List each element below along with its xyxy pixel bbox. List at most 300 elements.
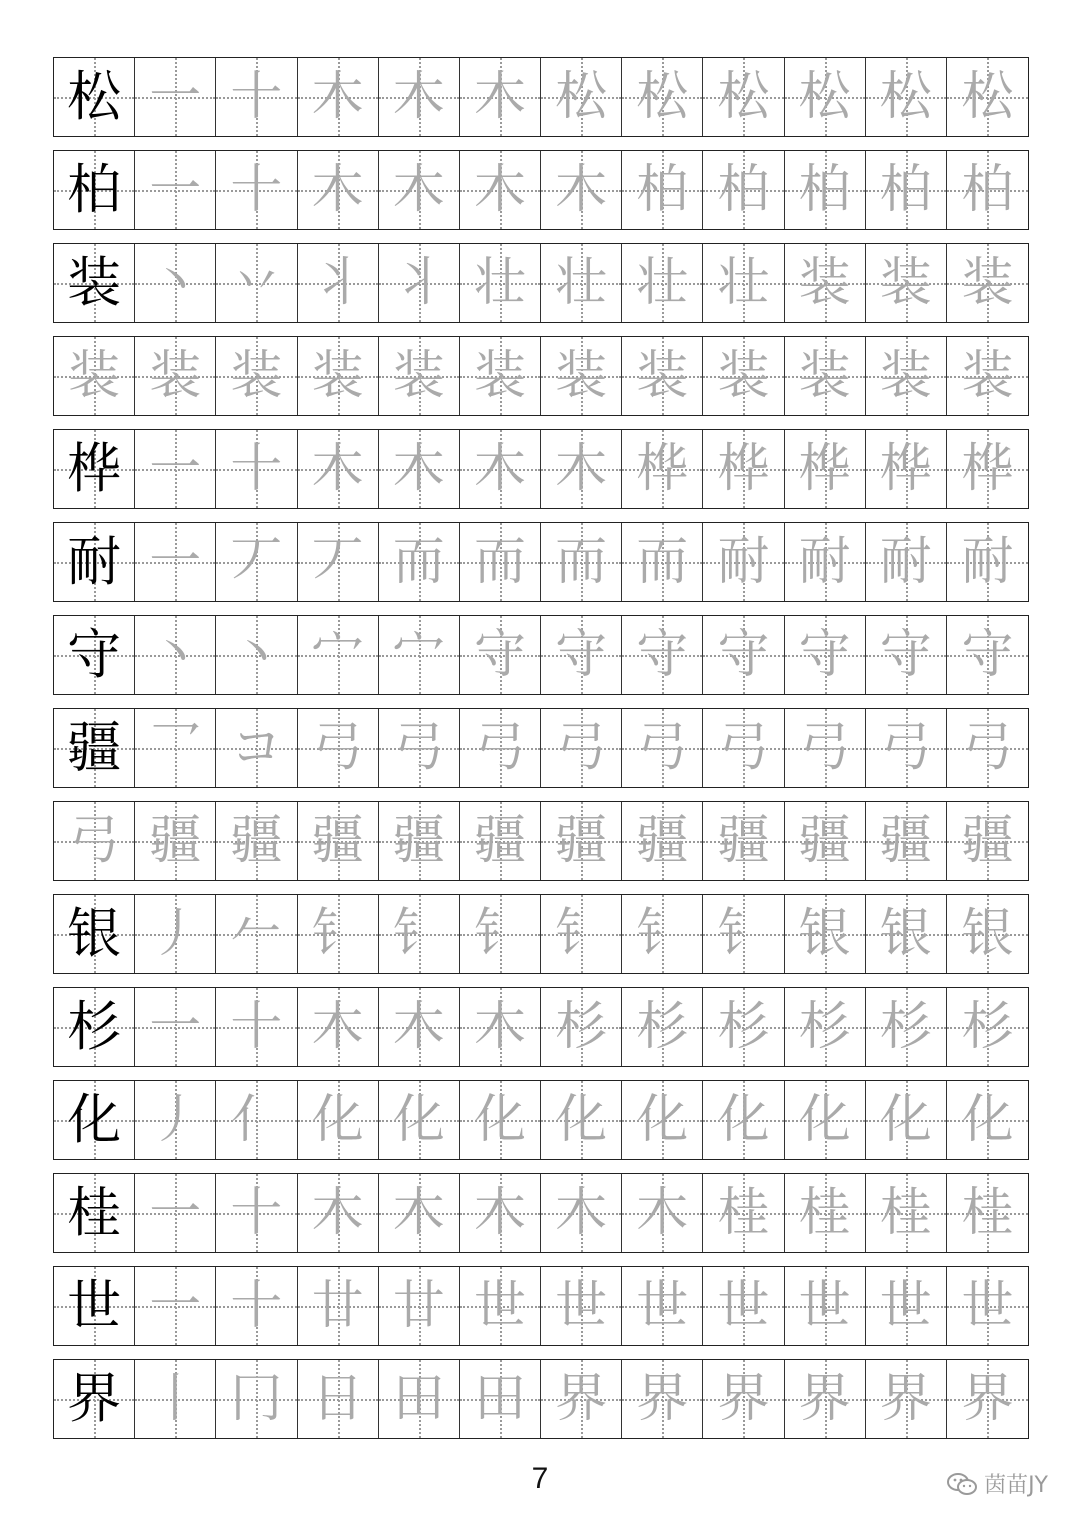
grid-cell [866, 1081, 947, 1159]
grid-cell [379, 430, 460, 508]
grid-cell [947, 1174, 1028, 1252]
trace-character: 疆 [392, 811, 445, 871]
grid-cell [135, 1360, 216, 1438]
trace-character: 界 [879, 1369, 932, 1429]
trace-character: 松 [717, 67, 770, 127]
model-character: 柏 [67, 158, 122, 221]
trace-character: 弓 [636, 718, 689, 778]
trace-character: 柏 [879, 160, 932, 220]
trace-character: 桦 [636, 439, 689, 499]
trace-character: 守 [798, 625, 851, 685]
trace-character: 木 [311, 997, 364, 1057]
trace-character: 钅 [717, 904, 770, 964]
trace-character: 疆 [717, 811, 770, 871]
grid-cell [947, 895, 1028, 973]
trace-character: 桦 [961, 439, 1014, 499]
grid-cell [703, 1081, 784, 1159]
grid-cell [298, 1267, 379, 1345]
grid-cell [622, 337, 703, 415]
trace-character: 壮 [473, 253, 526, 313]
grid-cell [298, 895, 379, 973]
grid-cell [460, 244, 541, 322]
grid-cell [541, 616, 622, 694]
trace-character: 界 [555, 1369, 608, 1429]
trace-character: 弓 [68, 811, 121, 871]
trace-character: 化 [311, 1090, 364, 1150]
grid-cell [54, 1360, 135, 1438]
trace-character: 松 [961, 67, 1014, 127]
trace-character: 界 [636, 1369, 689, 1429]
trace-character: 世 [473, 1276, 526, 1336]
practice-row [53, 1080, 1029, 1160]
grid-cell [622, 988, 703, 1066]
grid-cell [54, 1267, 135, 1345]
grid-cell [541, 151, 622, 229]
trace-character: 装 [473, 346, 526, 406]
trace-character: 装 [392, 346, 445, 406]
grid-cell [866, 709, 947, 787]
trace-character: 桂 [961, 1183, 1014, 1243]
grid-cell [216, 709, 297, 787]
trace-character: 杉 [879, 997, 932, 1057]
grid-cell [947, 430, 1028, 508]
grid-cell [135, 988, 216, 1066]
grid-cell [866, 58, 947, 136]
trace-character: 化 [879, 1090, 932, 1150]
trace-character: 世 [961, 1276, 1014, 1336]
grid-cell [54, 523, 135, 601]
trace-character: 壮 [717, 253, 770, 313]
grid-cell [54, 1081, 135, 1159]
grid-cell [541, 1360, 622, 1438]
grid-cell [866, 151, 947, 229]
grid-cell [785, 988, 866, 1066]
trace-character: 耐 [961, 532, 1014, 592]
trace-character: 丿 [149, 1090, 202, 1150]
grid-cell [135, 802, 216, 880]
trace-character: 世 [717, 1276, 770, 1336]
trace-character: 十 [230, 160, 283, 220]
grid-cell [298, 58, 379, 136]
model-character: 桂 [67, 1181, 122, 1244]
trace-character: 杉 [555, 997, 608, 1057]
trace-character: 化 [473, 1090, 526, 1150]
grid-cell [54, 337, 135, 415]
practice-row [53, 1173, 1029, 1253]
practice-row [53, 150, 1029, 230]
grid-cell [298, 523, 379, 601]
grid-cell [460, 430, 541, 508]
grid-cell [460, 151, 541, 229]
grid-cell [135, 430, 216, 508]
grid-cell [216, 616, 297, 694]
trace-character: 丨 [149, 1369, 202, 1429]
trace-character: 钅 [473, 904, 526, 964]
trace-character: 而 [473, 532, 526, 592]
grid-cell [947, 151, 1028, 229]
grid-cell [460, 895, 541, 973]
grid-cell [135, 244, 216, 322]
grid-cell [703, 988, 784, 1066]
trace-character: 丬 [392, 253, 445, 313]
grid-cell [541, 244, 622, 322]
grid-cell [216, 895, 297, 973]
grid-cell [54, 802, 135, 880]
trace-character: 钅 [311, 904, 364, 964]
trace-character: 弓 [311, 718, 364, 778]
grid-cell [785, 430, 866, 508]
trace-character: 木 [555, 439, 608, 499]
trace-character: 装 [717, 346, 770, 406]
grid-cell [135, 895, 216, 973]
trace-character: 装 [961, 346, 1014, 406]
grid-cell [460, 1267, 541, 1345]
trace-character: 杉 [636, 997, 689, 1057]
trace-character: 松 [636, 67, 689, 127]
grid-cell [866, 1360, 947, 1438]
grid-cell [785, 802, 866, 880]
grid-cell [460, 1174, 541, 1252]
grid-cell [622, 1081, 703, 1159]
grid-cell [866, 1174, 947, 1252]
grid-cell [866, 1267, 947, 1345]
grid-cell [216, 337, 297, 415]
watermark [946, 1468, 1048, 1499]
grid-cell [541, 58, 622, 136]
trace-character: 弓 [555, 718, 608, 778]
trace-character: 田 [473, 1369, 526, 1429]
grid-cell [541, 1267, 622, 1345]
trace-character: 桂 [717, 1183, 770, 1243]
trace-character: 𠂉 [230, 904, 283, 964]
trace-character: 杉 [961, 997, 1014, 1057]
trace-character: 一 [149, 67, 202, 127]
grid-cell [379, 1360, 460, 1438]
trace-character: 化 [798, 1090, 851, 1150]
trace-character: 而 [555, 532, 608, 592]
trace-character: 而 [392, 532, 445, 592]
grid-cell [947, 1081, 1028, 1159]
trace-character: 弓 [392, 718, 445, 778]
grid-cell [379, 616, 460, 694]
trace-character: 丶 [230, 625, 283, 685]
trace-character: 宀 [392, 625, 445, 685]
model-character: 耐 [67, 530, 122, 593]
grid-cell [866, 895, 947, 973]
trace-character: 钅 [636, 904, 689, 964]
trace-character: 柏 [961, 160, 1014, 220]
grid-cell [298, 1360, 379, 1438]
grid-cell [947, 988, 1028, 1066]
trace-character: 木 [311, 1183, 364, 1243]
trace-character: 田 [392, 1369, 445, 1429]
model-character: 守 [67, 623, 122, 686]
practice-row [53, 429, 1029, 509]
trace-character: 银 [879, 904, 932, 964]
grid-cell [135, 151, 216, 229]
trace-character: 世 [879, 1276, 932, 1336]
trace-character: 弓 [717, 718, 770, 778]
practice-row [53, 1266, 1029, 1346]
grid-cell [947, 337, 1028, 415]
practice-row [53, 615, 1029, 695]
trace-character: 十 [230, 67, 283, 127]
trace-character: 木 [555, 1183, 608, 1243]
grid-cell [785, 1081, 866, 1159]
practice-row [53, 708, 1029, 788]
grid-cell [460, 709, 541, 787]
trace-character: 一 [149, 1183, 202, 1243]
trace-character: 钅 [392, 904, 445, 964]
practice-row [53, 894, 1029, 974]
model-character: 疆 [67, 716, 122, 779]
trace-character: 疆 [555, 811, 608, 871]
grid-cell [622, 709, 703, 787]
grid-cell [135, 523, 216, 601]
grid-cell [622, 1360, 703, 1438]
trace-character: 丿 [149, 904, 202, 964]
grid-cell [622, 1267, 703, 1345]
model-character: 装 [67, 251, 122, 314]
grid-cell [947, 244, 1028, 322]
trace-character: 柏 [717, 160, 770, 220]
grid-cell [866, 988, 947, 1066]
trace-character: 木 [392, 439, 445, 499]
model-character: 界 [67, 1367, 122, 1430]
trace-character: 宀 [311, 625, 364, 685]
trace-character: 木 [392, 997, 445, 1057]
grid-cell [379, 151, 460, 229]
trace-character: 钅 [555, 904, 608, 964]
grid-cell [216, 151, 297, 229]
trace-character: 日 [311, 1369, 364, 1429]
grid-cell [947, 1267, 1028, 1345]
grid-cell [135, 709, 216, 787]
grid-cell [703, 1360, 784, 1438]
trace-character: 弓 [473, 718, 526, 778]
grid-cell [947, 1360, 1028, 1438]
grid-cell [216, 244, 297, 322]
grid-cell [135, 1267, 216, 1345]
grid-cell [379, 1267, 460, 1345]
grid-cell [379, 802, 460, 880]
grid-cell [298, 802, 379, 880]
grid-cell [379, 337, 460, 415]
grid-cell [541, 988, 622, 1066]
trace-character: 化 [717, 1090, 770, 1150]
grid-cell [866, 430, 947, 508]
grid-cell [703, 709, 784, 787]
grid-cell [298, 337, 379, 415]
trace-character: 丶 [149, 253, 202, 313]
grid-cell [54, 709, 135, 787]
trace-character: 世 [555, 1276, 608, 1336]
trace-character: 桂 [798, 1183, 851, 1243]
trace-character: 银 [798, 904, 851, 964]
grid-cell [703, 802, 784, 880]
trace-character: 桂 [879, 1183, 932, 1243]
trace-character: 守 [961, 625, 1014, 685]
grid-cell [703, 616, 784, 694]
grid-cell [54, 244, 135, 322]
grid-cell [866, 616, 947, 694]
grid-cell [135, 58, 216, 136]
grid-cell [54, 151, 135, 229]
grid-cell [460, 802, 541, 880]
grid-cell [460, 616, 541, 694]
grid-cell [785, 337, 866, 415]
model-character: 世 [67, 1274, 122, 1337]
grid-cell [135, 1174, 216, 1252]
grid-cell [703, 430, 784, 508]
practice-row [53, 336, 1029, 416]
grid-cell [460, 523, 541, 601]
trace-character: 化 [961, 1090, 1014, 1150]
trace-character: 木 [473, 160, 526, 220]
trace-character: 化 [636, 1090, 689, 1150]
grid-cell [703, 523, 784, 601]
grid-cell [703, 895, 784, 973]
model-character: 松 [67, 65, 122, 128]
grid-cell [947, 58, 1028, 136]
trace-character: 松 [798, 67, 851, 127]
trace-character: 壮 [636, 253, 689, 313]
trace-character: 丷 [230, 253, 283, 313]
grid-cell [216, 523, 297, 601]
grid-cell [379, 244, 460, 322]
grid-cell [379, 58, 460, 136]
grid-cell [622, 616, 703, 694]
practice-row [53, 1359, 1029, 1439]
grid-cell [216, 1174, 297, 1252]
trace-character: 守 [473, 625, 526, 685]
trace-character: 木 [473, 997, 526, 1057]
grid-cell [460, 988, 541, 1066]
trace-character: 世 [636, 1276, 689, 1336]
grid-cell [785, 616, 866, 694]
trace-character: 疆 [636, 811, 689, 871]
grid-cell [216, 1267, 297, 1345]
trace-character: 装 [879, 253, 932, 313]
grid-cell [379, 523, 460, 601]
grid-cell [785, 709, 866, 787]
trace-character: 装 [879, 346, 932, 406]
trace-character: 木 [392, 160, 445, 220]
practice-row [53, 57, 1029, 137]
trace-character: 丶 [149, 625, 202, 685]
grid-cell [460, 337, 541, 415]
grid-cell [622, 802, 703, 880]
trace-character: 十 [230, 997, 283, 1057]
trace-character: 木 [636, 1183, 689, 1243]
grid-cell [298, 709, 379, 787]
trace-character: 木 [473, 1183, 526, 1243]
trace-character: 木 [311, 160, 364, 220]
practice-row [53, 987, 1029, 1067]
grid-cell [703, 151, 784, 229]
trace-character: 廿 [311, 1276, 364, 1336]
trace-character: 界 [961, 1369, 1014, 1429]
grid-cell [298, 151, 379, 229]
grid-cell [785, 523, 866, 601]
watermark-text: 茵苗JY [984, 1473, 1048, 1498]
grid-cell [54, 1174, 135, 1252]
trace-character: 桦 [879, 439, 932, 499]
trace-character: 守 [555, 625, 608, 685]
grid-cell [703, 244, 784, 322]
trace-character: 桦 [798, 439, 851, 499]
trace-character: 界 [717, 1369, 770, 1429]
trace-character: 丬 [311, 253, 364, 313]
trace-character: 装 [636, 346, 689, 406]
grid-cell [785, 58, 866, 136]
trace-character: 木 [555, 160, 608, 220]
trace-character: 耐 [879, 532, 932, 592]
grid-cell [216, 58, 297, 136]
trace-character: 守 [879, 625, 932, 685]
grid-cell [216, 802, 297, 880]
grid-cell [703, 337, 784, 415]
grid-cell [135, 337, 216, 415]
trace-character: 十 [230, 1183, 283, 1243]
grid-cell [947, 709, 1028, 787]
grid-cell [866, 802, 947, 880]
grid-cell [622, 1174, 703, 1252]
grid-cell [298, 1081, 379, 1159]
trace-character: 柏 [798, 160, 851, 220]
grid-cell [622, 523, 703, 601]
trace-character: 木 [392, 67, 445, 127]
trace-character: 木 [311, 439, 364, 499]
grid-cell [460, 1081, 541, 1159]
trace-character: 化 [555, 1090, 608, 1150]
trace-character: 丆 [230, 532, 283, 592]
grid-cell [460, 1360, 541, 1438]
grid-cell [947, 616, 1028, 694]
grid-cell [298, 1174, 379, 1252]
trace-character: 世 [798, 1276, 851, 1336]
grid-cell [541, 337, 622, 415]
grid-cell [622, 151, 703, 229]
trace-character: 耐 [798, 532, 851, 592]
grid-cell [54, 616, 135, 694]
grid-cell [541, 523, 622, 601]
trace-character: 疆 [961, 811, 1014, 871]
trace-character: 一 [149, 997, 202, 1057]
practice-row [53, 522, 1029, 602]
grid-cell [866, 244, 947, 322]
grid-cell [785, 1267, 866, 1345]
grid-cell [379, 1174, 460, 1252]
grid-cell [379, 895, 460, 973]
grid-cell [866, 523, 947, 601]
model-character: 银 [67, 902, 122, 965]
trace-character: 弓 [961, 718, 1014, 778]
trace-character: 装 [68, 346, 121, 406]
grid-cell [541, 895, 622, 973]
trace-character: 界 [798, 1369, 851, 1429]
grid-cell [298, 988, 379, 1066]
trace-character: 装 [798, 253, 851, 313]
trace-character: 丆 [311, 532, 364, 592]
page-number: 7 [531, 1462, 549, 1495]
trace-character: 弓 [879, 718, 932, 778]
grid-cell [216, 1360, 297, 1438]
trace-character: 廿 [392, 1276, 445, 1336]
trace-character: コ [230, 718, 283, 778]
trace-character: 亻 [230, 1090, 283, 1150]
grid-cell [785, 895, 866, 973]
